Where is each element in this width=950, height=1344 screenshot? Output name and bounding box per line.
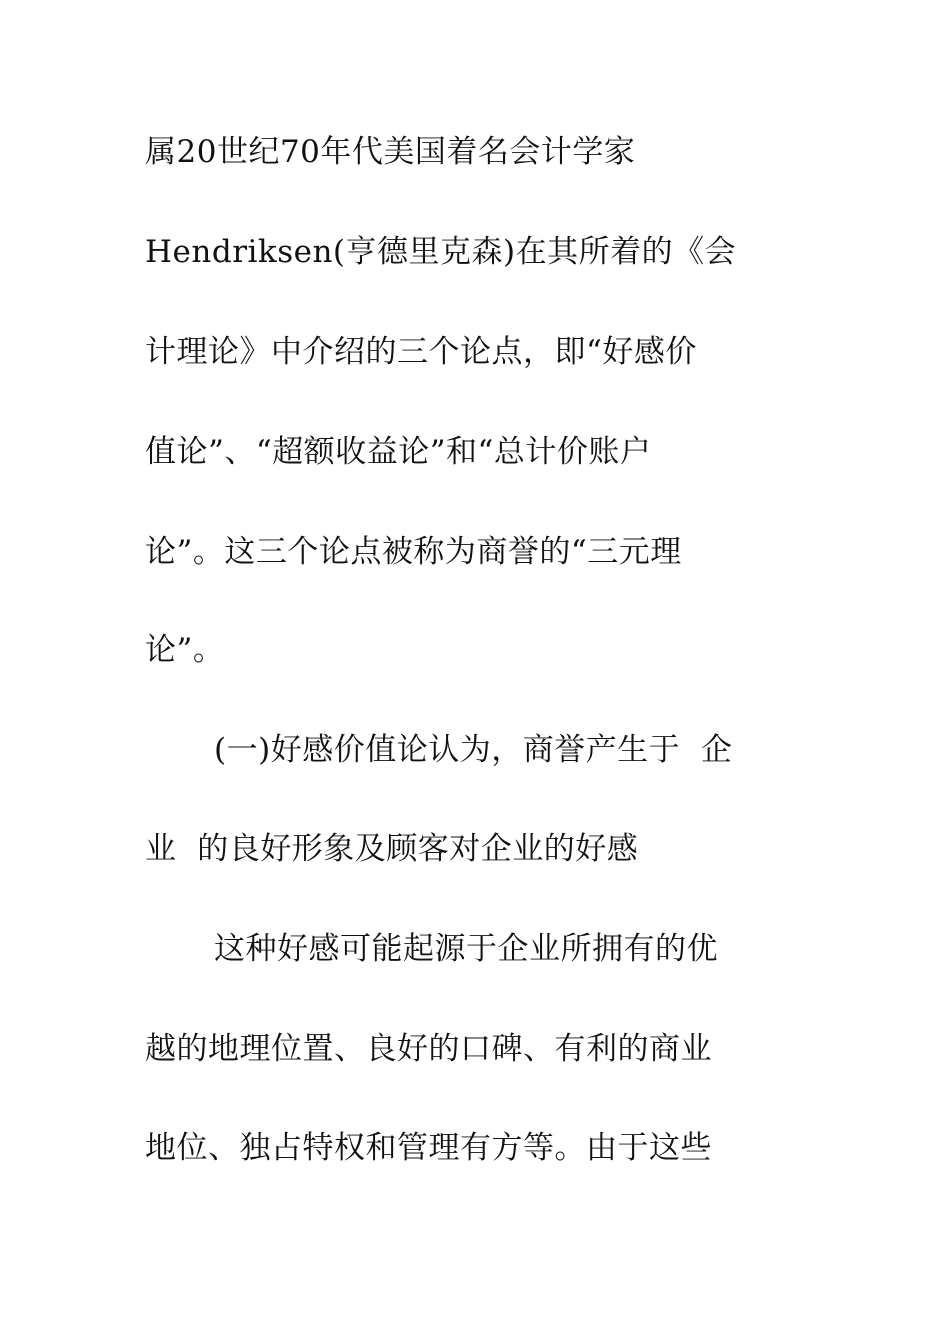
- paragraph-line-3: 计理论》中介绍的三个论点，即“好感价: [145, 334, 697, 370]
- paragraph-line-4: 值论”、“超额收益论”和“总计价账户: [145, 434, 652, 470]
- section-heading-line-1: (一)好感价值论认为，商誉产生于 企: [214, 732, 733, 768]
- paragraph-line-6: 论”。: [145, 632, 225, 668]
- paragraph2-line-1: 这种好感可能起源于企业所拥有的优: [214, 931, 718, 967]
- section-heading-line-2: 业 的良好形象及顾客对企业的好感: [145, 831, 639, 867]
- paragraph-line-1: 属20世纪70年代美国着名会计学家: [145, 134, 636, 170]
- paragraph2-line-2: 越的地理位置、良好的口碑、有利的商业: [145, 1031, 712, 1067]
- paragraph2-line-3: 地位、独占特权和管理有方等。由于这些: [145, 1130, 712, 1166]
- paragraph-line-2: Hendriksen(亨德里克森)在其所着的《会: [145, 234, 737, 270]
- paragraph-line-5: 论”。这三个论点被称为商誉的“三元理: [145, 534, 682, 570]
